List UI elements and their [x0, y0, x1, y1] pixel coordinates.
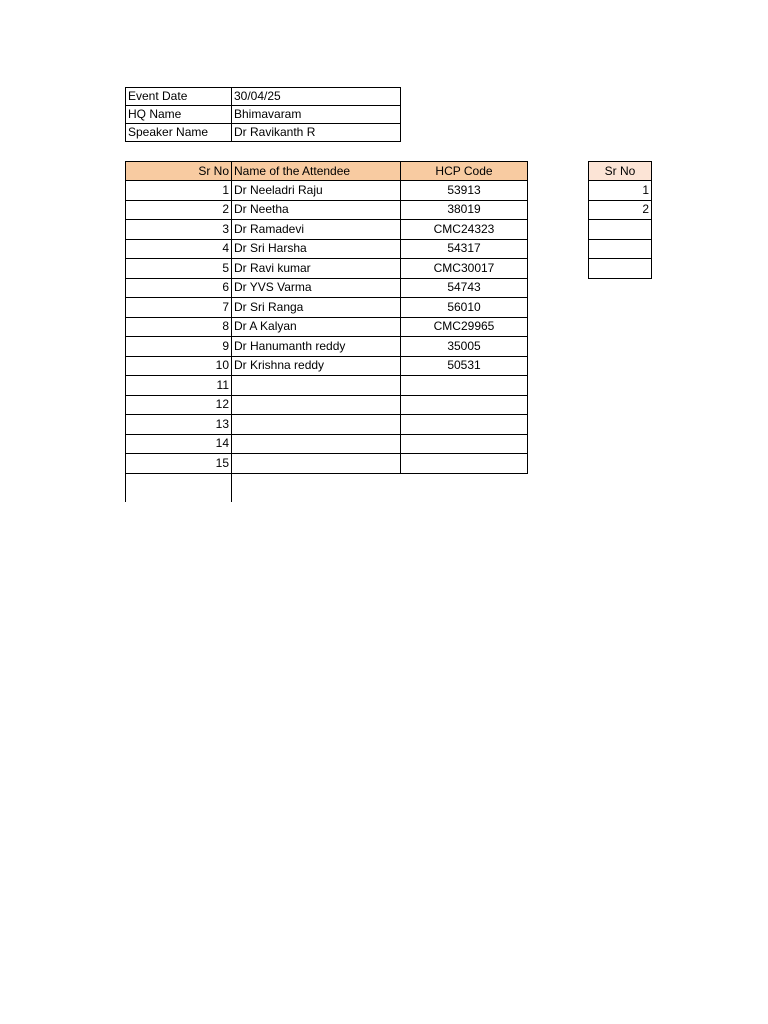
- hcp-code-cell[interactable]: 56010: [401, 298, 528, 318]
- hcp-code-cell[interactable]: 54743: [401, 278, 528, 298]
- side-sr-cell[interactable]: [589, 259, 652, 279]
- sr-no-cell[interactable]: 6: [126, 278, 232, 298]
- table-row: [126, 317, 528, 337]
- hcp-code-cell[interactable]: [401, 454, 528, 474]
- table-row: [126, 200, 528, 220]
- event-info-value[interactable]: Bhimavaram: [232, 106, 401, 124]
- event-info-label[interactable]: Event Date: [126, 88, 232, 106]
- attendee-name-cell[interactable]: Dr Sri Harsha: [232, 239, 401, 259]
- attendee-name-cell[interactable]: Dr YVS Varma: [232, 278, 401, 298]
- table-row: [126, 239, 528, 259]
- hcp-code-cell[interactable]: [401, 415, 528, 435]
- sr-no-cell[interactable]: 10: [126, 356, 232, 376]
- grid-line: [125, 466, 126, 502]
- table-row: [126, 278, 528, 298]
- sr-no-cell[interactable]: 5: [126, 259, 232, 279]
- hcp-code-cell[interactable]: 53913: [401, 181, 528, 201]
- hcp-code-cell[interactable]: 54317: [401, 239, 528, 259]
- attendee-name-cell[interactable]: Dr Sri Ranga: [232, 298, 401, 318]
- sr-no-cell[interactable]: 4: [126, 239, 232, 259]
- table-row: [126, 395, 528, 415]
- event-info-label[interactable]: HQ Name: [126, 106, 232, 124]
- attendee-name-cell[interactable]: Dr Ramadevi: [232, 220, 401, 240]
- event-info-row: [126, 124, 401, 142]
- attendee-name-cell[interactable]: [232, 376, 401, 396]
- side-sr-cell[interactable]: [589, 220, 652, 240]
- hcp-code-cell[interactable]: 35005: [401, 337, 528, 357]
- side-sr-cell[interactable]: 2: [589, 200, 652, 220]
- attendee-name-cell[interactable]: [232, 415, 401, 435]
- attendee-header-row: [126, 162, 528, 181]
- hcp-code-cell[interactable]: [401, 434, 528, 454]
- header-sr-no[interactable]: Sr No: [126, 162, 232, 181]
- attendee-name-cell[interactable]: [232, 434, 401, 454]
- sr-no-cell[interactable]: 12: [126, 395, 232, 415]
- table-row: [126, 376, 528, 396]
- table-row: [126, 434, 528, 454]
- hcp-code-cell[interactable]: CMC30017: [401, 259, 528, 279]
- table-row: [126, 337, 528, 357]
- hcp-code-cell[interactable]: 50531: [401, 356, 528, 376]
- side-table-row: [589, 200, 652, 220]
- event-info-value[interactable]: 30/04/25: [232, 88, 401, 106]
- event-info-row: [126, 88, 401, 106]
- table-row: [126, 259, 528, 279]
- side-sr-cell[interactable]: 1: [589, 181, 652, 201]
- side-table-row: [589, 220, 652, 240]
- attendee-name-cell[interactable]: [232, 454, 401, 474]
- attendee-name-cell[interactable]: [232, 395, 401, 415]
- sr-no-cell[interactable]: 2: [126, 200, 232, 220]
- side-table-row: [589, 181, 652, 201]
- attendee-name-cell[interactable]: Dr A Kalyan: [232, 317, 401, 337]
- table-row: [126, 298, 528, 318]
- sr-no-cell[interactable]: 3: [126, 220, 232, 240]
- event-info-value[interactable]: Dr Ravikanth R: [232, 124, 401, 142]
- attendee-name-cell[interactable]: Dr Hanumanth reddy: [232, 337, 401, 357]
- attendee-name-cell[interactable]: Dr Ravi kumar: [232, 259, 401, 279]
- sr-no-cell[interactable]: 14: [126, 434, 232, 454]
- attendee-table: [125, 161, 528, 474]
- header-attendee-name[interactable]: Name of the Attendee: [232, 162, 401, 181]
- table-row: [126, 356, 528, 376]
- sr-no-cell[interactable]: 11: [126, 376, 232, 396]
- sr-no-cell[interactable]: 1: [126, 181, 232, 201]
- attendee-name-cell[interactable]: Dr Neetha: [232, 200, 401, 220]
- event-info-label[interactable]: Speaker Name: [126, 124, 232, 142]
- event-info-table: [125, 87, 401, 142]
- event-info-row: [126, 106, 401, 124]
- table-row: [126, 415, 528, 435]
- attendee-name-cell[interactable]: Dr Krishna reddy: [232, 356, 401, 376]
- grid-line: [231, 466, 232, 502]
- sr-no-cell[interactable]: 15: [126, 454, 232, 474]
- side-sr-cell[interactable]: [589, 239, 652, 259]
- sr-no-cell[interactable]: 9: [126, 337, 232, 357]
- sr-no-cell[interactable]: 13: [126, 415, 232, 435]
- header-hcp-code[interactable]: HCP Code: [401, 162, 528, 181]
- side-header-sr-no[interactable]: Sr No: [589, 162, 652, 181]
- side-sr-table: [588, 161, 652, 279]
- hcp-code-cell[interactable]: 38019: [401, 200, 528, 220]
- table-row: [126, 454, 528, 474]
- table-row: [126, 181, 528, 201]
- side-table-row: [589, 239, 652, 259]
- hcp-code-cell[interactable]: CMC24323: [401, 220, 528, 240]
- hcp-code-cell[interactable]: [401, 395, 528, 415]
- sr-no-cell[interactable]: 7: [126, 298, 232, 318]
- sr-no-cell[interactable]: 8: [126, 317, 232, 337]
- side-table-row: [589, 259, 652, 279]
- hcp-code-cell[interactable]: [401, 376, 528, 396]
- attendee-name-cell[interactable]: Dr Neeladri Raju: [232, 181, 401, 201]
- hcp-code-cell[interactable]: CMC29965: [401, 317, 528, 337]
- side-header-row: [589, 162, 652, 181]
- table-row: [126, 220, 528, 240]
